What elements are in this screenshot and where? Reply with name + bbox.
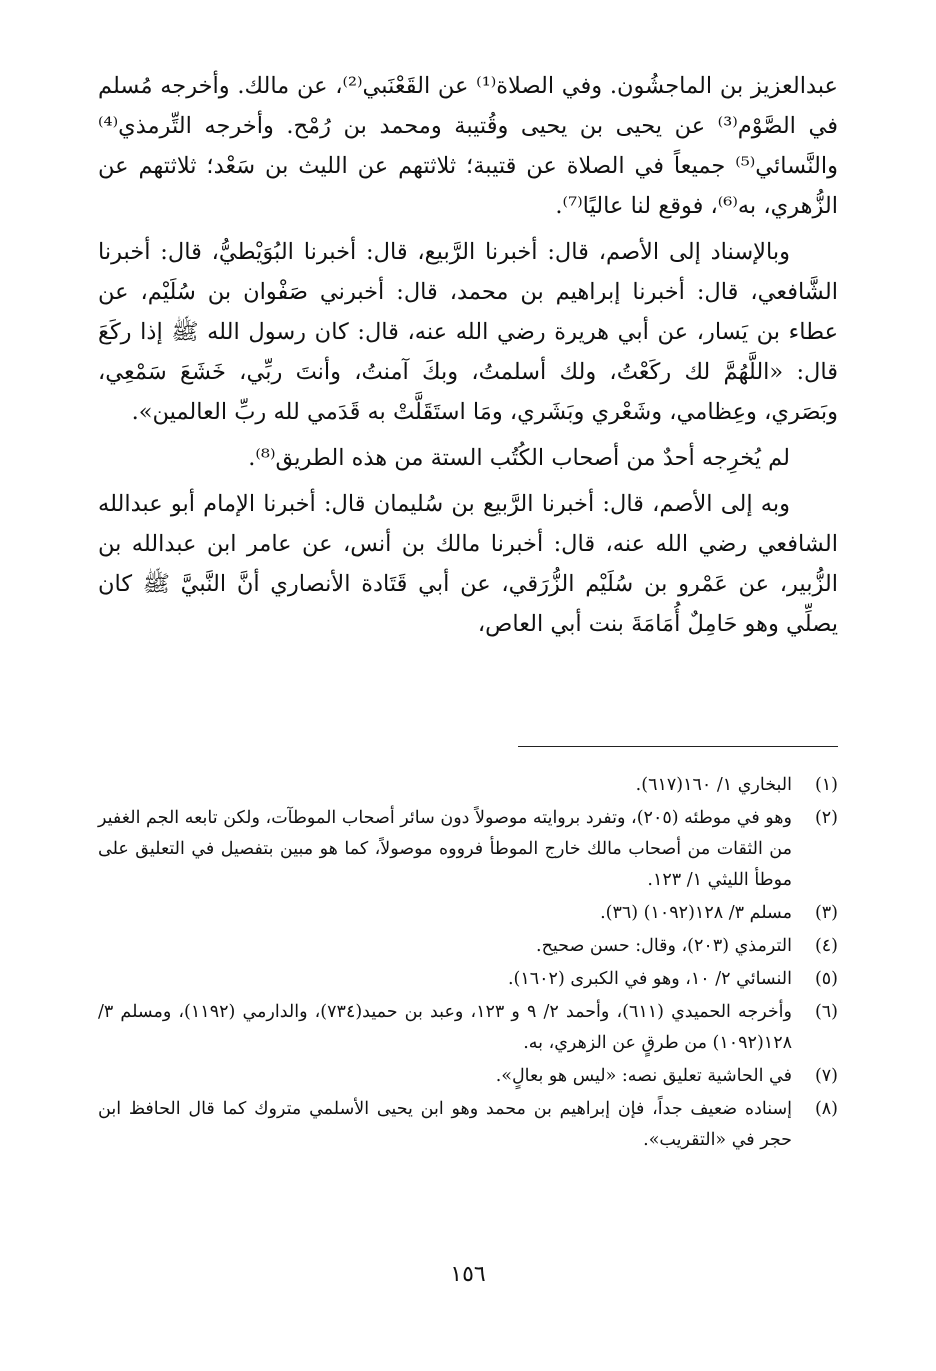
footnotes-section <box>98 770 838 1158</box>
footnote-number: (٤) <box>814 936 838 956</box>
footnote-text: وأخرجه الحميدي (٦١١)، وأحمد ٢/ ٩ و ١٢٣، وعبد بن حميد(٧٣٤)، والدارمي (١١٩٢)، ومسلم ٣/ ١٢٨(١٠٩٢) من طرقٍ عن الزهري، به. <box>98 1002 792 1053</box>
footnote-text: وهو في موطئه (٢٠٥)، وتفرد بروايته موصولاً دون سائر أصحاب الموطآت، ولكن تابعه الجم الغفير من الثقات من أصحاب مالك خارج الموطأ فرووه موصولاً، كما هو مبين بتفصيل في التعليق على موطأ الليثي ١/ ١٢٣. <box>98 808 792 890</box>
footnote-text: البخاري ١/ ١٦٠(٦١٧). <box>635 775 792 795</box>
footnote-number: (٢) <box>814 808 838 828</box>
footnote-text: مسلم ٣/ ١٢٨(١٠٩٢) (٣٦). <box>600 903 792 923</box>
footnote <box>98 803 838 896</box>
paragraph: وبالإسناد إلى الأصم، قال: أخبرنا الرَّبيع، قال: أخبرنا البُوَيْطيُّ، قال: أخبرنا الشَّافعي، قال: أخبرنا إبراهيم بن محمد، قال: أخبرني صَفْوان بن سُلَيْم، عن عطاء بن يَسار، عن أبي هريرة رضي الله عنه، قال: كان رسول الله ﷺ إذا ركَعَ قال: «اللَّهُمَّ لك ركَعْتُ، ولك أسلمتُ، وبكَ آمنتُ، وأنتَ ربِّي، خَشَعَ سَمْعِي، وبَصَري، وعِظامي، وشَعْري وبَشَري، ومَا استَقَلَّتْ به قَدَمي لله ربِّ العالمين». <box>98 239 838 425</box>
footnote <box>98 770 838 801</box>
paragraph: وبه إلى الأصم، قال: أخبرنا الرَّبيع بن سُليمان قال: أخبرنا الإمام أبو عبدالله الشافعي رضي الله عنه، قال: أخبرنا مالك بن أنس، عن عامر ابن عبدالله بن الزُّبير، عن عَمْرو بن سُلَيْم الزُّرَقي، عن أبي قَتَادة الأنصاري أنَّ النَّبيَّ ﷺ كان يصلِّي وهو حَامِلٌ أُمَامَةَ بنت أبي العاص، <box>98 491 838 637</box>
footnote <box>98 1094 838 1156</box>
footnote-text: إسناده ضعيف جداً، فإن إبراهيم بن محمد وهو ابن يحيى الأسلمي متروك كما قال الحافظ ابن حجر في «التقريب». <box>98 1099 792 1150</box>
footnote-number: (٥) <box>814 969 838 989</box>
footnote-number: (٦) <box>814 1002 838 1022</box>
footnote-text: الترمذي (٢٠٣)، وقال: حسن صحيح. <box>536 936 792 956</box>
footnote-number: (٧) <box>814 1066 838 1086</box>
footnote-number: (٨) <box>814 1099 838 1119</box>
footnote <box>98 1061 838 1092</box>
footnote <box>98 931 838 962</box>
footnote-number: (١) <box>814 775 838 795</box>
paragraph: عبدالعزيز بن الماجشُون. وفي الصلاة⁽¹⁾ عن القَعْنَبي⁽²⁾، عن مالك. وأخرجه مُسلم في الصَّوْم⁽³⁾ عن يحيى بن يحيى وقُتيبة ومحمد بن رُمْح. وأخرجه التِّرمذي⁽⁴⁾ والنَّسائي⁽⁵⁾ جميعاً في الصلاة عن قتيبة؛ ثلاثتهم عن الليث بن سَعْد؛ ثلاثتهم عن الزُّهري، به⁽⁶⁾، فوقع لنا عاليًا⁽⁷⁾. <box>98 73 838 219</box>
footnote-divider <box>518 746 838 747</box>
footnote <box>98 964 838 995</box>
footnote-text: النسائي ٢/ ١٠، وهو في الكبرى (١٦٠٢). <box>507 969 792 989</box>
page-number: ١٥٦ <box>450 1262 486 1287</box>
main-text-body <box>98 66 838 644</box>
footnote-text: في الحاشية تعليق نصه: «ليس هو بعالٍ». <box>495 1066 792 1086</box>
footnote <box>98 997 838 1059</box>
footnote-number: (٣) <box>814 903 838 923</box>
footnote <box>98 898 838 929</box>
paragraph: لم يُخرِجه أحدٌ من أصحاب الكُتُب الستة من هذه الطريق⁽⁸⁾. <box>248 445 790 471</box>
